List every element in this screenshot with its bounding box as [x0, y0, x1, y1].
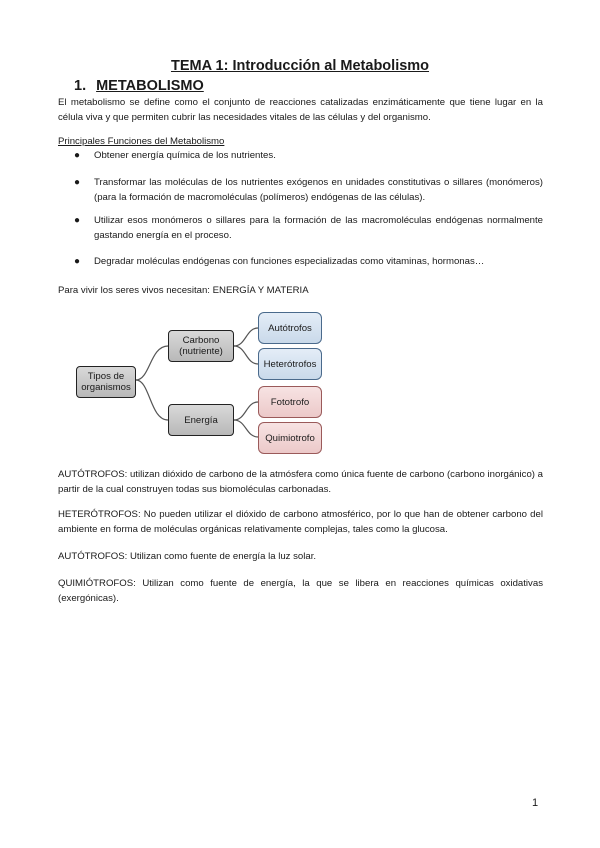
connector-line: [234, 328, 258, 346]
connector-line: [234, 402, 258, 420]
bullet-icon: ●: [74, 256, 81, 267]
section-title: METABOLISMO: [96, 78, 204, 94]
diagram-root-node: Tipos de organismos: [76, 366, 136, 398]
intro-paragraph: El metabolismo se define como el conjunto de reacciones catalizadas enzimáticamente que tiene lugar en la célula viva y que permiten cubrir las necesidades vitales de las células y del organismo.: [58, 97, 543, 123]
section-heading: [74, 78, 204, 94]
definition-paragraph: AUTÓTROFOS: utilizan dióxido de carbono de la atmósfera como única fuente de carbono (carbono inorgánico) a partir de la cual construyen todas sus biomoléculas carbonadas.: [58, 469, 543, 495]
list-item-text: Transformar las moléculas de los nutrientes exógenos en unidades constitutivas o sillares (monómeros) (para la formación de macromoléculas (polímeros) endógenas de las células).: [94, 177, 543, 203]
list-item-text: Degradar moléculas endógenas con funciones especializadas como vitaminas, hormonas…: [94, 256, 485, 267]
diagram-leaf-autotrofos: Autótrofos: [258, 312, 322, 344]
functions-heading: Principales Funciones del Metabolismo: [58, 136, 225, 147]
connector-line: [234, 346, 258, 364]
definition-paragraph: QUIMIÓTROFOS: Utilizan como fuente de energía, la que se libera en reacciones químicas oxidativas (exergónicas).: [58, 578, 543, 604]
list-item: [76, 213, 543, 243]
list-item-text: Obtener energía química de los nutrientes.: [94, 150, 276, 161]
bullet-icon: ●: [74, 215, 81, 226]
list-item: [76, 254, 543, 269]
list-item-text: Utilizar esos monómeros o sillares para la formación de las macromoléculas endógenas normalmente gastando energía en el proceso.: [94, 215, 543, 241]
page-number: 1: [532, 797, 539, 809]
document-title: TEMA 1: Introducción al Metabolismo: [170, 58, 430, 74]
connector-line: [136, 346, 168, 380]
definition-paragraph: AUTÓTROFOS: Utilizan como fuente de energía la luz solar.: [58, 551, 317, 562]
section-number: 1.: [74, 78, 87, 94]
diagram-branch-carbono: Carbono (nutriente): [168, 330, 234, 362]
connector-line: [234, 420, 258, 437]
list-item: [76, 175, 543, 205]
bullet-icon: ●: [74, 177, 81, 188]
bullet-icon: ●: [74, 150, 81, 161]
definition-paragraph: HETERÓTROFOS: No pueden utilizar el dióxido de carbono atmosférico, por lo que han de obtener carbono del ambiente en forma de moléculas orgánicas relativamente complejas, tales como la glucosa.: [58, 509, 543, 535]
diagram-leaf-quimiotrofo: Quimiotrofo: [258, 422, 322, 454]
list-item: [76, 148, 543, 163]
diagram-leaf-fototrofo: Fototrofo: [258, 386, 322, 418]
needs-paragraph: Para vivir los seres vivos necesitan: ENERGÍA Y MATERIA: [58, 285, 309, 296]
diagram-branch-energia: Energía: [168, 404, 234, 436]
diagram-leaf-heterotrofos: Heterótrofos: [258, 348, 322, 380]
connector-line: [136, 380, 168, 420]
